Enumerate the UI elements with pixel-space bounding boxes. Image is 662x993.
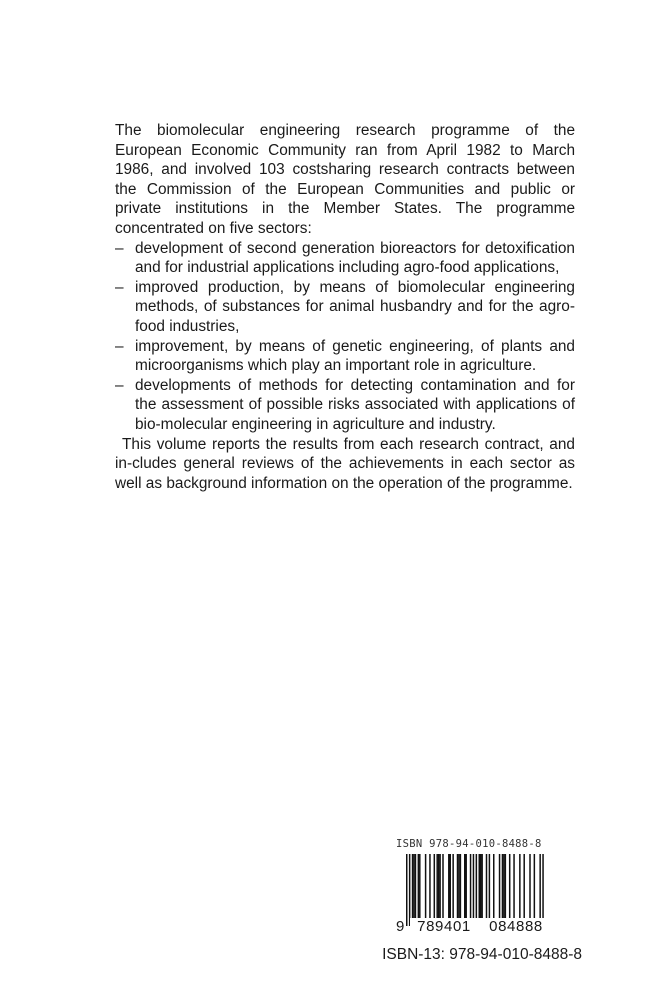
barcode-bar <box>480 854 482 918</box>
barcode-bar <box>429 854 431 918</box>
barcode-bar <box>413 854 415 918</box>
barcode-bar <box>534 854 536 918</box>
barcode-bar <box>464 854 466 918</box>
barcode-digits <box>396 918 558 936</box>
barcode-bar <box>465 854 467 918</box>
barcode-bar <box>473 854 475 926</box>
barcode-first-digit: 9 <box>396 918 405 935</box>
barcode-bar <box>476 854 478 926</box>
sector-item <box>115 239 575 278</box>
barcode-bar <box>542 854 544 926</box>
sector-list <box>115 239 575 435</box>
barcode-bar <box>409 854 411 926</box>
barcode-bar <box>450 854 452 918</box>
sector-item <box>115 376 575 435</box>
barcode-bar <box>448 854 450 918</box>
barcode-right-digits: 084888 <box>482 918 550 936</box>
barcode-bar <box>434 854 436 918</box>
barcode-bar <box>415 854 417 918</box>
barcode-bar <box>406 854 408 926</box>
barcode-bar <box>539 854 541 926</box>
sector-text: developments of methods for detecting contamination and for the assessment of possible risks associated with applications of bio-molecular engineering in agriculture and industry. <box>135 376 575 433</box>
closing-paragraph: This volume reports the results from each research contract, and in-cludes general reviews of the achievements in each sector as well as background information on the operation of the programme. <box>115 435 575 492</box>
barcode-bar <box>419 854 421 918</box>
barcode-bar <box>503 854 505 918</box>
dash-bullet: – <box>115 278 124 296</box>
barcode-block <box>396 838 558 936</box>
barcode-bar <box>470 854 472 918</box>
barcode-bar <box>438 854 440 918</box>
barcode-bar <box>523 854 525 918</box>
barcode-bar <box>418 854 420 918</box>
isbn13-label: ISBN-13: 978-94-010-8488-8 <box>382 946 582 963</box>
barcode-bar <box>436 854 438 918</box>
barcode-bar <box>502 854 504 918</box>
barcode-bar <box>442 854 444 918</box>
barcode-bar <box>460 854 462 918</box>
barcode-bar <box>493 854 495 918</box>
barcode-bar <box>452 854 454 918</box>
sector-item <box>115 337 575 376</box>
barcode-bar <box>481 854 483 918</box>
sector-text: improved production, by means of biomolecular engineering methods, of substances for animal husbandry and for the agro-food industries, <box>135 278 575 335</box>
barcode-bar <box>439 854 441 918</box>
barcode-bar <box>519 854 521 918</box>
intro-paragraph: The biomolecular engineering research programme of the European Economic Community ran from April 1982 to March 1986, and involved 103 costsharing research contracts between the Commission of the European Communities and public or private institutions in the Member States. The programme concentrated on five sectors: <box>115 122 575 237</box>
sector-text: development of second generation bioreactors for detoxification and for industrial applications including agro-food applications, <box>135 239 575 277</box>
barcode-bar <box>458 854 460 918</box>
sector-item <box>115 278 575 337</box>
barcode-bar <box>479 854 481 918</box>
barcode-bar <box>509 854 511 918</box>
isbn-caption: ISBN 978-94-010-8488-8 <box>396 838 542 850</box>
sector-text: improvement, by means of genetic engineering, of plants and microorganisms which play an important role in agriculture. <box>135 337 575 375</box>
dash-bullet: – <box>115 239 124 257</box>
barcode-bar <box>425 854 427 918</box>
barcode-bar <box>513 854 515 918</box>
barcode-left-digits: 789401 <box>410 918 478 936</box>
barcode-bar <box>486 854 488 918</box>
barcode <box>396 854 558 936</box>
dash-bullet: – <box>115 376 124 394</box>
barcode-bar <box>505 854 507 918</box>
blurb <box>115 121 575 493</box>
dash-bullet: – <box>115 337 124 355</box>
barcode-bar <box>489 854 491 918</box>
barcode-bar <box>457 854 459 918</box>
barcode-bar <box>499 854 501 918</box>
barcode-bar <box>529 854 531 918</box>
barcode-bar <box>412 854 414 918</box>
